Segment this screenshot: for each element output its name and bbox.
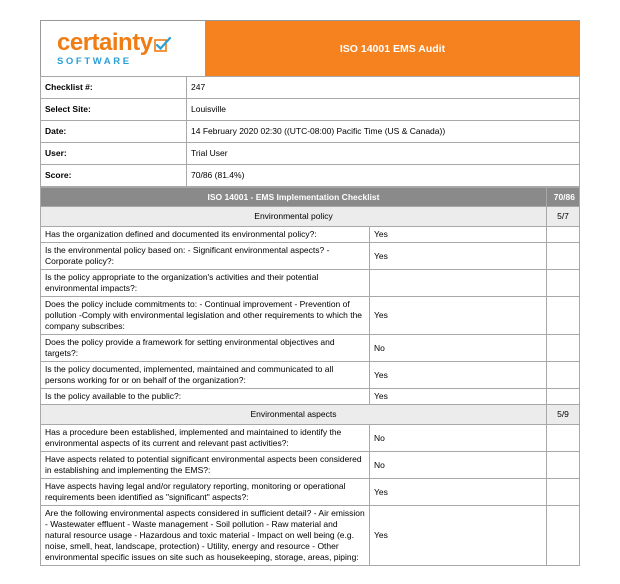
answer-score bbox=[547, 227, 580, 243]
logo-wordmark: certainty bbox=[57, 28, 153, 56]
question-row bbox=[41, 479, 580, 506]
answer-value: Yes bbox=[370, 506, 547, 566]
report-title: ISO 14001 EMS Audit bbox=[206, 21, 579, 76]
question-row bbox=[41, 362, 580, 389]
answer-value: Yes bbox=[370, 389, 547, 405]
section-row bbox=[41, 405, 580, 425]
question-text: Has a procedure been established, implemented and maintained to identify the environmental aspects of its current and relevant past activities?: bbox=[41, 425, 370, 452]
question-row bbox=[41, 297, 580, 335]
question-text: Have aspects having legal and/or regulatory reporting, monitoring or operational requirements been identified as "significant" aspects?: bbox=[41, 479, 370, 506]
section-score: 5/9 bbox=[547, 405, 580, 425]
info-value: 14 February 2020 02:30 ((UTC-08:00) Pacific Time (US & Canada)) bbox=[187, 121, 580, 143]
info-row bbox=[41, 165, 580, 187]
question-text: Does the policy provide a framework for setting environmental objectives and targets?: bbox=[41, 335, 370, 362]
answer-score bbox=[547, 243, 580, 270]
question-text: Are the following environmental aspects considered in sufficient detail? - Air emission - Wastewater effluent - Waste management - Soil pollution - Raw material and natural resource usage - Hazardous and toxic material - Impact on well being (e.g. noise, smell, heat, landscape, protection) - Utility, energy and resource - Other environmental specific issues on site such as housekeeping, storage, areas, piping: bbox=[41, 506, 370, 566]
info-label: Score: bbox=[41, 165, 187, 187]
checklist-score: 70/86 bbox=[547, 188, 580, 207]
checklist-table bbox=[40, 187, 580, 566]
info-value: Trial User bbox=[187, 143, 580, 165]
answer-score bbox=[547, 506, 580, 566]
question-text: Have aspects related to potential significant environmental aspects been considered in establishing and implementing the EMS?: bbox=[41, 452, 370, 479]
checkbox-check-icon bbox=[154, 36, 172, 52]
question-row bbox=[41, 243, 580, 270]
info-label: Select Site: bbox=[41, 99, 187, 121]
checklist-header-row bbox=[41, 188, 580, 207]
answer-score bbox=[547, 479, 580, 506]
question-text: Has the organization defined and documented its environmental policy?: bbox=[41, 227, 370, 243]
section-row bbox=[41, 207, 580, 227]
company-logo bbox=[41, 21, 206, 76]
question-text: Is the environmental policy based on: - Significant environmental aspects? - Corporate policy?: bbox=[41, 243, 370, 270]
question-row bbox=[41, 227, 580, 243]
info-row bbox=[41, 99, 580, 121]
info-label: Date: bbox=[41, 121, 187, 143]
section-name: Environmental policy bbox=[41, 207, 547, 227]
answer-score bbox=[547, 297, 580, 335]
logo-subtitle: SOFTWARE bbox=[57, 55, 132, 67]
answer-score bbox=[547, 362, 580, 389]
question-row bbox=[41, 270, 580, 297]
info-row bbox=[41, 77, 580, 99]
answer-value: Yes bbox=[370, 297, 547, 335]
answer-value bbox=[370, 270, 547, 297]
question-row bbox=[41, 506, 580, 566]
question-text: Is the policy available to the public?: bbox=[41, 389, 370, 405]
info-label: User: bbox=[41, 143, 187, 165]
section-name: Environmental aspects bbox=[41, 405, 547, 425]
question-row bbox=[41, 389, 580, 405]
info-row bbox=[41, 121, 580, 143]
info-value: 247 bbox=[187, 77, 580, 99]
info-row bbox=[41, 143, 580, 165]
answer-value: Yes bbox=[370, 479, 547, 506]
question-row bbox=[41, 335, 580, 362]
info-table bbox=[40, 76, 580, 187]
answer-value: No bbox=[370, 425, 547, 452]
answer-value: Yes bbox=[370, 227, 547, 243]
checklist-title: ISO 14001 - EMS Implementation Checklist bbox=[41, 188, 547, 207]
report-header bbox=[40, 20, 580, 76]
question-row bbox=[41, 425, 580, 452]
info-value: Louisville bbox=[187, 99, 580, 121]
info-value: 70/86 (81.4%) bbox=[187, 165, 580, 187]
answer-value: Yes bbox=[370, 243, 547, 270]
answer-value: Yes bbox=[370, 362, 547, 389]
question-text: Does the policy include commitments to: - Continual improvement - Prevention of pollution -Comply with environmental legislation and other requirements to which the company subscribes: bbox=[41, 297, 370, 335]
answer-score bbox=[547, 389, 580, 405]
question-text: Is the policy appropriate to the organization's activities and their potential environmental impacts?: bbox=[41, 270, 370, 297]
answer-score bbox=[547, 335, 580, 362]
info-label: Checklist #: bbox=[41, 77, 187, 99]
answer-score bbox=[547, 452, 580, 479]
audit-report bbox=[40, 20, 580, 566]
answer-value: No bbox=[370, 452, 547, 479]
answer-value: No bbox=[370, 335, 547, 362]
question-row bbox=[41, 452, 580, 479]
answer-score bbox=[547, 425, 580, 452]
section-score: 5/7 bbox=[547, 207, 580, 227]
answer-score bbox=[547, 270, 580, 297]
question-text: Is the policy documented, implemented, maintained and communicated to all persons working for or on behalf of the organization?: bbox=[41, 362, 370, 389]
